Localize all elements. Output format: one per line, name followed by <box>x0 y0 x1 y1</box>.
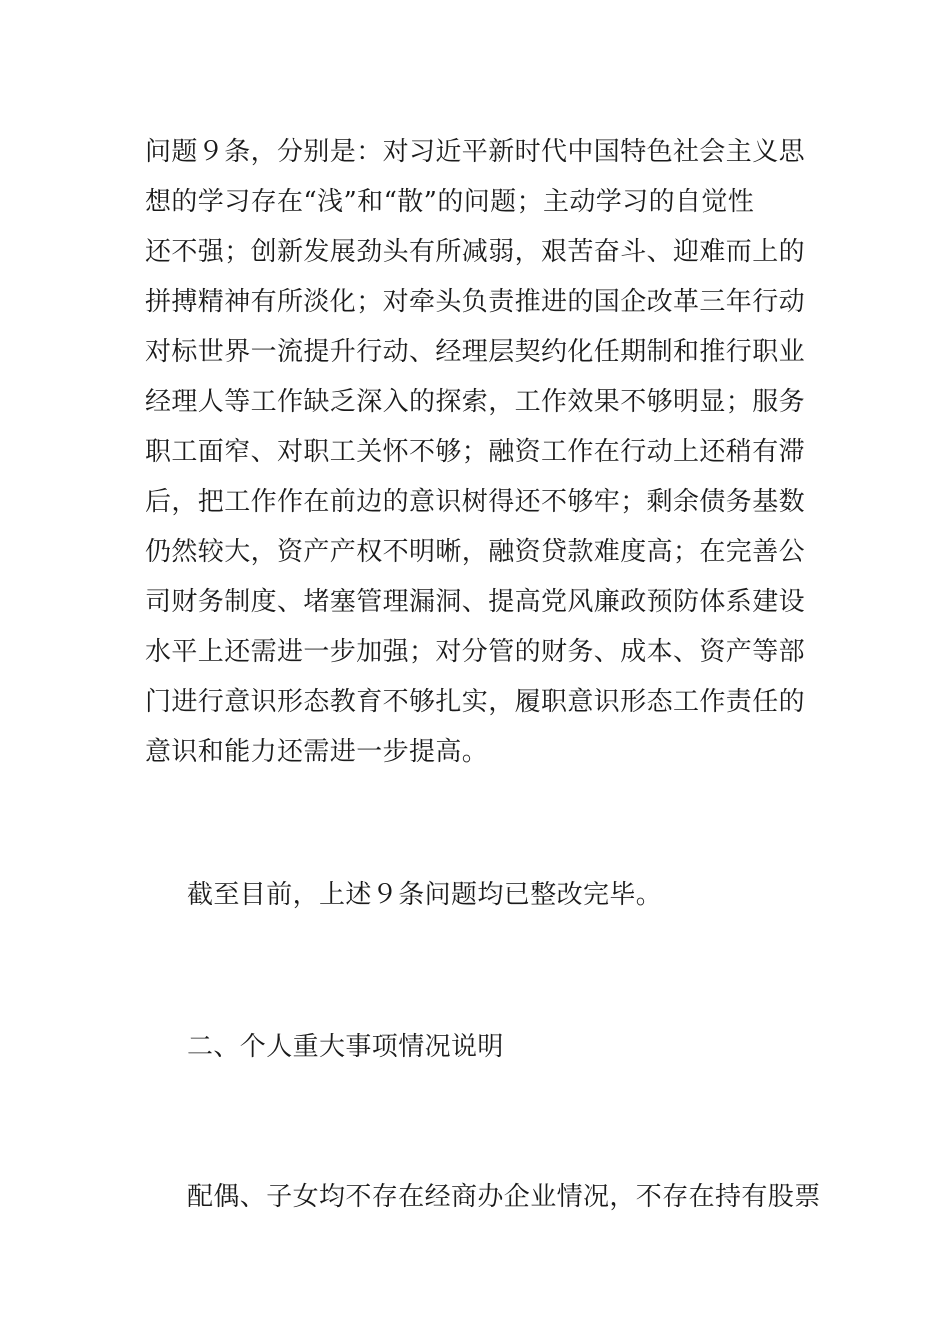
paragraph-line: 仍然较大，资产产权不明晰，融资贷款难度高；在完善公 <box>145 537 806 567</box>
paragraph-line: 门进行意识形态教育不够扎实，履职意识形态工作责任的 <box>145 687 806 717</box>
paragraph-line: 水平上还需进一步加强；对分管的财务、成本、资产等部 <box>145 637 806 667</box>
paragraph-line: 还不强；创新发展劲头有所减弱，艰苦奋斗、迎难而上的 <box>145 237 806 267</box>
paragraph-line: 对标世界一流提升行动、经理层契约化任期制和推行职业 <box>145 337 806 367</box>
rectification-issues-paragraph <box>145 127 810 777</box>
paragraph-line: 问题９条，分别是：对习近平新时代中国特色社会主义思 <box>145 137 806 167</box>
paragraph-line: 司财务制度、堵塞管理漏洞、提高党风廉政预防体系建设 <box>145 587 806 617</box>
paragraph-line: 后，把工作作在前边的意识树得还不够牢；剩余债务基数 <box>145 487 806 517</box>
personal-matters-paragraph: 配偶、子女均不存在经商办企业情况，不存在持有股票 <box>187 1182 821 1212</box>
paragraph-line: 想的学习存在“浅”和“散”的问题；主动学习的自觉性 <box>145 187 755 217</box>
rectification-status-paragraph: 截至目前，上述９条问题均已整改完毕。 <box>187 880 663 910</box>
paragraph-line: 意识和能力还需进一步提高。 <box>145 737 489 767</box>
paragraph-line: 拼搏精神有所淡化；对牵头负责推进的国企改革三年行动 <box>145 287 806 317</box>
paragraph-line: 经理人等工作缺乏深入的探索，工作效果不够明显；服务 <box>145 387 806 417</box>
section-heading: 二、个人重大事项情况说明 <box>187 1032 504 1062</box>
paragraph-line: 职工面窄、对职工关怀不够；融资工作在行动上还稍有滞 <box>145 437 806 467</box>
